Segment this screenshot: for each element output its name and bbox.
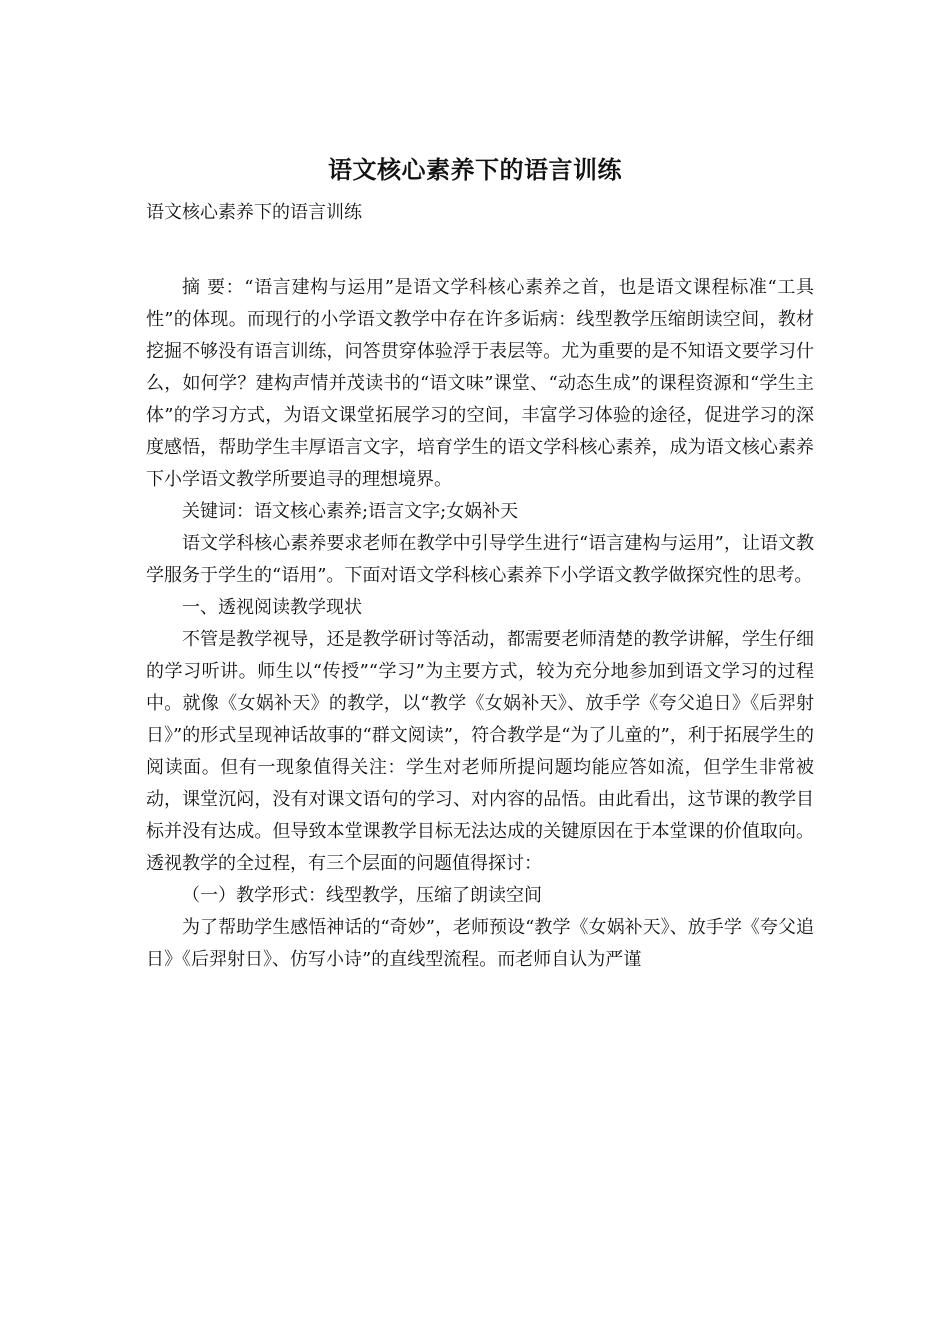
document-title: 语文核心素养下的语言训练 bbox=[328, 155, 622, 184]
intro-paragraph: 语文学科核心素养要求老师在教学中引导学生进行“语言建构与运用”，让语文教学服务于学生的“语用”。下面对语文学科核心素养下小学语文教学做探究性的思考。 bbox=[146, 533, 814, 586]
keywords-paragraph: 关键词：语文核心素养;语言文字;女娲补天 bbox=[182, 501, 519, 522]
subsection-heading: （一）教学形式：线型教学，压缩了朗读空间 bbox=[182, 885, 542, 906]
section-heading: 一、透视阅读教学现状 bbox=[182, 597, 362, 618]
section-body-paragraph: 不管是教学视导，还是教学研讨等活动，都需要老师清楚的教学讲解，学生仔细的学习听讲。师生以“传授”“学习”为主要方式，较为充分地参加到语文学习的过程中。就像《女娲补天》的教学，以“教学《女娲补天》、放手学《夸父追日》《后羿射日》”的形式呈现神话故事的“群文阅读”，符合教学是“为了儿童的”，利于拓展学生的阅读面。但有一现象值得关注：学生对老师所提问题均能应答如流，但学生非常被动，课堂沉闷，没有对课文语句的学习、对内容的品悟。由此看出，这节课的教学目标并没有达成。但导致本堂课教学目标无法达成的关键原因在于本堂课的价值取向。透视教学的全过程，有三个层面的问题值得探讨： bbox=[146, 629, 814, 874]
document-body bbox=[146, 272, 814, 976]
subsection-body-paragraph: 为了帮助学生感悟神话的“奇妙”，老师预设“教学《女娲补天》、放手学《夸父追日》《后羿射日》、仿写小诗”的直线型流程。而老师自认为严谨 bbox=[146, 917, 814, 970]
abstract-paragraph: 摘 要：“语言建构与运用”是语文学科核心素养之首，也是语文课程标准“工具性”的体现。而现行的小学语文教学中存在许多诟病：线型教学压缩朗读空间，教材挖掘不够没有语言训练，问答贯穿体验浮于表层等。尤为重要的是不知语文要学习什么，如何学？建构声情并茂读书的“语文味”课堂、“动态生成”的课程资源和“学生主体”的学习方式，为语文课堂拓展学习的空间，丰富学习体验的途径，促进学习的深度感悟，帮助学生丰厚语言文字，培育学生的语文学科核心素养，成为语文核心素养下小学语文教学所要追寻的理想境界。 bbox=[146, 277, 814, 490]
document-subtitle: 语文核心素养下的语言训练 bbox=[146, 202, 362, 223]
